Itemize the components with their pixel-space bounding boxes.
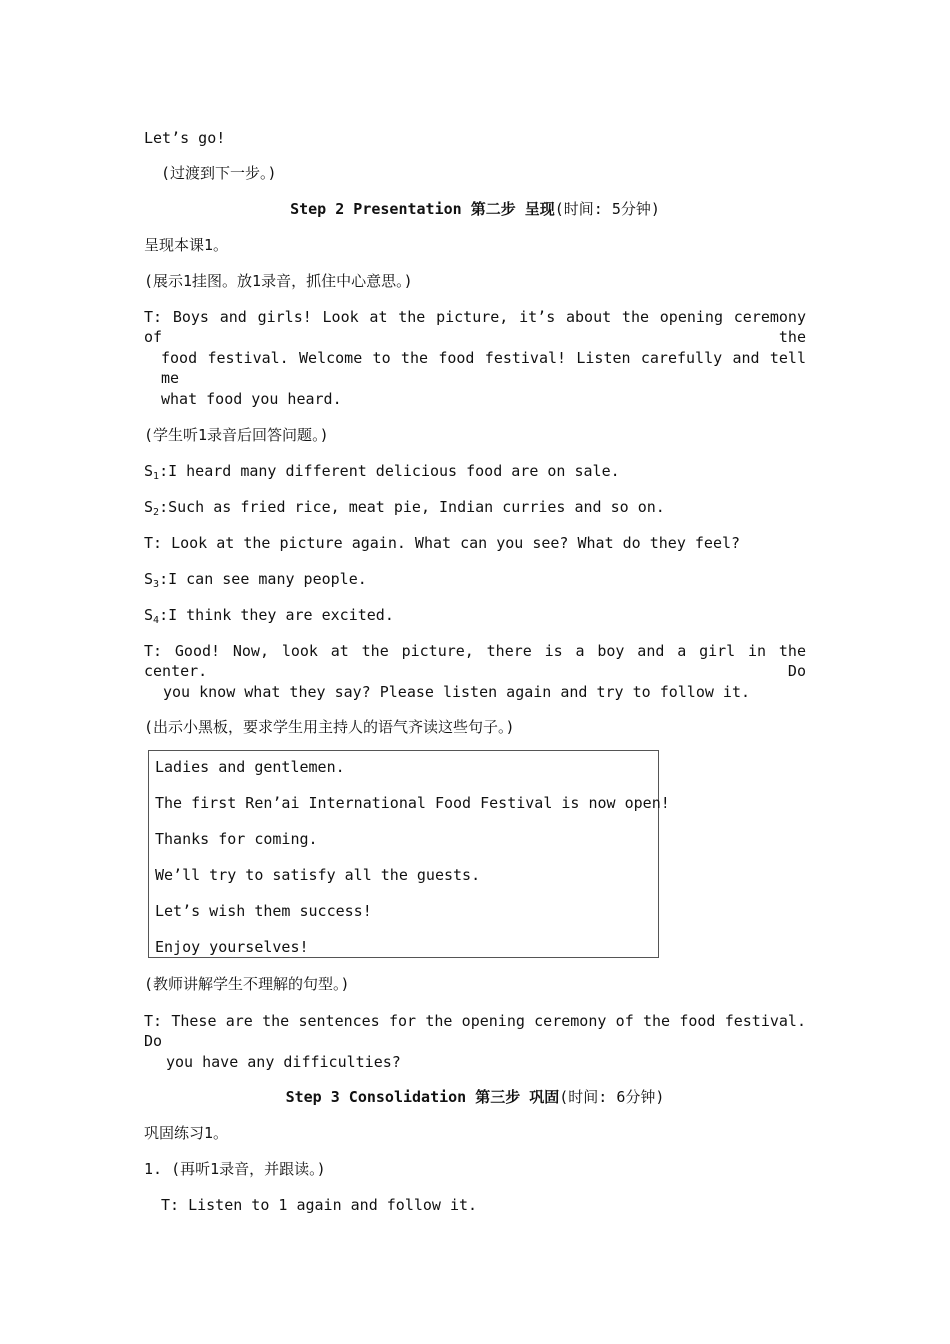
- box-sentence: Let’s wish them success!: [155, 902, 372, 920]
- step3-duration: (时间: 6分钟): [559, 1088, 665, 1106]
- text-students-listen-note: (学生听1录音后回答问题。): [144, 426, 329, 444]
- box-sentence: Thanks for coming.: [155, 830, 318, 848]
- text-present-1: 呈现本课1。: [144, 236, 229, 254]
- text-lets-go: Let’s go!: [144, 129, 226, 147]
- text-student-1: $S_1:I$ heard many different delicious food are on sale.: [144, 462, 620, 482]
- text-listen-again-item: 1. (再听1录音，并跟读。): [144, 1160, 326, 1178]
- box-sentence: Ladies and gentlemen.: [155, 758, 345, 776]
- blackboard-box: [148, 750, 670, 958]
- box-sentence: The first Ren’ai International Food Festival is now open!: [155, 794, 670, 812]
- step2-duration: (时间: 5分钟): [554, 200, 660, 218]
- text-teacher-line-3a: T: Good! Now, look at the picture, there is a boy and a girl in the center. Do: [144, 642, 806, 680]
- text-show-picture-note: (展示1挂图。放1录音，抓住中心意思。): [144, 272, 413, 290]
- text-student-2: $S_2:Such$ as fried rice, meat pie, Indian curries and so on.: [144, 498, 665, 518]
- step3-title: Step 3 Consolidation 第三步 巩固: [285, 1088, 560, 1106]
- step2-title: Step 2 Presentation 第二步 呈现: [290, 200, 555, 218]
- text-teacher-line-3b: you know what they say? Please listen again and try to follow it.: [163, 683, 750, 701]
- text-teacher-line-4b: you have any difficulties?: [166, 1053, 401, 1071]
- text-teacher-line-1c: what food you heard.: [161, 390, 342, 408]
- text-teacher-line-1b: food festival. Welcome to the food festival! Listen carefully and tell me: [161, 349, 806, 387]
- text-teacher-line-1a: T: Boys and girls! Look at the picture, it’s about the opening ceremony of the: [144, 308, 806, 346]
- text-teacher-line-2: T: Look at the picture again. What can you see? What do they feel?: [144, 534, 741, 552]
- step3-heading: [0, 1087, 950, 1107]
- text-blackboard-note: (出示小黑板，要求学生用主持人的语气齐读这些句子。): [144, 718, 515, 736]
- box-sentence: Enjoy yourselves!: [155, 938, 309, 956]
- step2-heading: [0, 199, 950, 219]
- box-sentence: We’ll try to satisfy all the guests.: [155, 866, 481, 884]
- text-transition-note: (过渡到下一步。): [161, 164, 277, 182]
- text-teacher-line-5: T: Listen to 1 again and follow it.: [161, 1196, 478, 1214]
- text-teacher-explain-note: (教师讲解学生不理解的句型。): [144, 975, 350, 993]
- text-student-4: $S_4:I$ think they are excited.: [144, 606, 394, 626]
- text-student-3: $S_3:I$ can see many people.: [144, 570, 367, 590]
- text-consolidate-1: 巩固练习1。: [144, 1124, 229, 1142]
- text-teacher-line-4a: T: These are the sentences for the opening ceremony of the food festival. Do: [144, 1012, 806, 1050]
